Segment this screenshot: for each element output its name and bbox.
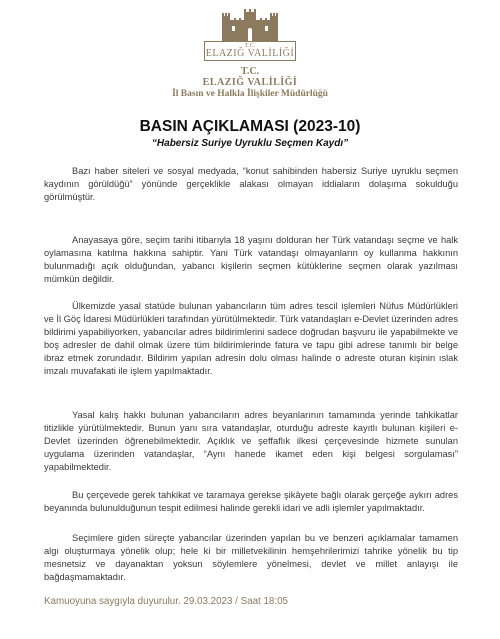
header-department: İl Basın ve Halkla İlişkiler Müdürlüğü [172,89,328,99]
paragraph-4-text: Yasal kalış hakkı bulunan yabancıların adres beyanlarının tamamında yerinde tahkikatlar titizlikle yürütülmektedir. Bunun yanı sıra vatandaşlar, oturduğu adreste kayıtlı bulunan kişileri e-Devlet üzerinden öğrenebilmektedir. Açıklık ve şeffaflık ilkesi çerçevesinde hizmete sunulan uygulama üzerinden vatandaşlar, “Aynı hanede ikamet eden kişi belgesi sorgulaması” yapabilmektedir. [44,410,458,473]
paragraph-4 [44,409,458,474]
header-tc: T.C. [240,66,260,77]
castle-emblem-icon [204,6,296,46]
paragraph-1-text: Bazı haber siteleri ve sosyal medyada, “konut sahibinden habersiz Suriye uyruklu seçmen kaydının görüldüğü” yönünde gerçeklikle alakası olmayan iddiaların dolaşıma sokulduğu görülmüştür. [44,166,458,203]
paragraph-5 [44,489,458,515]
logo-name-text: ELAZIĞ VALİLİĞİ [205,48,295,59]
header-governorship: ELAZIĞ VALİLİĞİ [202,77,298,88]
paragraph-6-text: Seçimlere giden süreçte yabancılar üzerinden yapılan bu ve benzeri açıklamalar tamamen algı oluşturmaya yönelik olup; hele ki bir milletvekilinin hemşehrilerimizi tahrike yönelik bu tip mesnetsiz ve dayanaktan yoksun söylemlere yönelmesi, devlet ve millet anlayışı ile bağdaşmamaktadır. [44,533,458,583]
paragraph-2-text: Anayasaya göre, seçim tarihi itibarıyla 18 yaşını dolduran her Türk vatandaşı seçme ve halk oylamasına katılma hakkına sahiptir. Yani Türk vatandaşı olmayanların oy kullanma hakkının bulunmadığı açık olduğundan, yabancı kişilerin seçmen kütüklerine seçmen olarak yazılması mümkün değildir. [44,235,458,285]
paragraph-3 [44,300,458,379]
footer-announcement: Kamuoyuna saygıyla duyurulur. 29.03.2023 / Saat 18:05 [44,596,289,607]
page-subtitle: “Habersiz Suriye Uyruklu Seçmen Kaydı” [151,138,349,149]
logo-caption [204,41,296,61]
paragraph-3-text: Ülkemizde yasal statüde bulunan yabancıların tüm adres tescil işlemleri Nüfus Müdürlükleri ve İl Göç İdaresi Müdürlükleri tarafından yürütülmektedir. Türk vatandaşları e-Devlet üzerinden adres bildirimi yapabiliyorken, yabancılar adres bildirimlerini sadece doğrudan başvuru ile yapabilmekte ve boş adresler de dahil olmak üzere tüm bildirimlerinde fatura ve tapu gibi adrese tanımlı bir belge ibraz etmek zorundadır. Bildirim yapılan adresin dolu olması halinde o adreste oturan kişinin ıslak imzalı muvafakati ile işlem yapılmaktadır. [44,301,458,377]
paragraph-5-text: Bu çerçevede gerek tahkikat ve taramaya gerekse şikâyete bağlı olarak gerçeğe aykırı adres beyanında bulunulduğunun tespit edilmesi halinde gerekli idari ve adli işlemler yapılmaktadır. [44,490,458,514]
page-title: BASIN AÇIKLAMASI (2023-10) [139,118,361,135]
paragraph-1 [44,165,458,204]
paragraph-2 [44,234,458,286]
logo-tc-text: T.C. [244,43,256,49]
paragraph-6 [44,532,458,584]
